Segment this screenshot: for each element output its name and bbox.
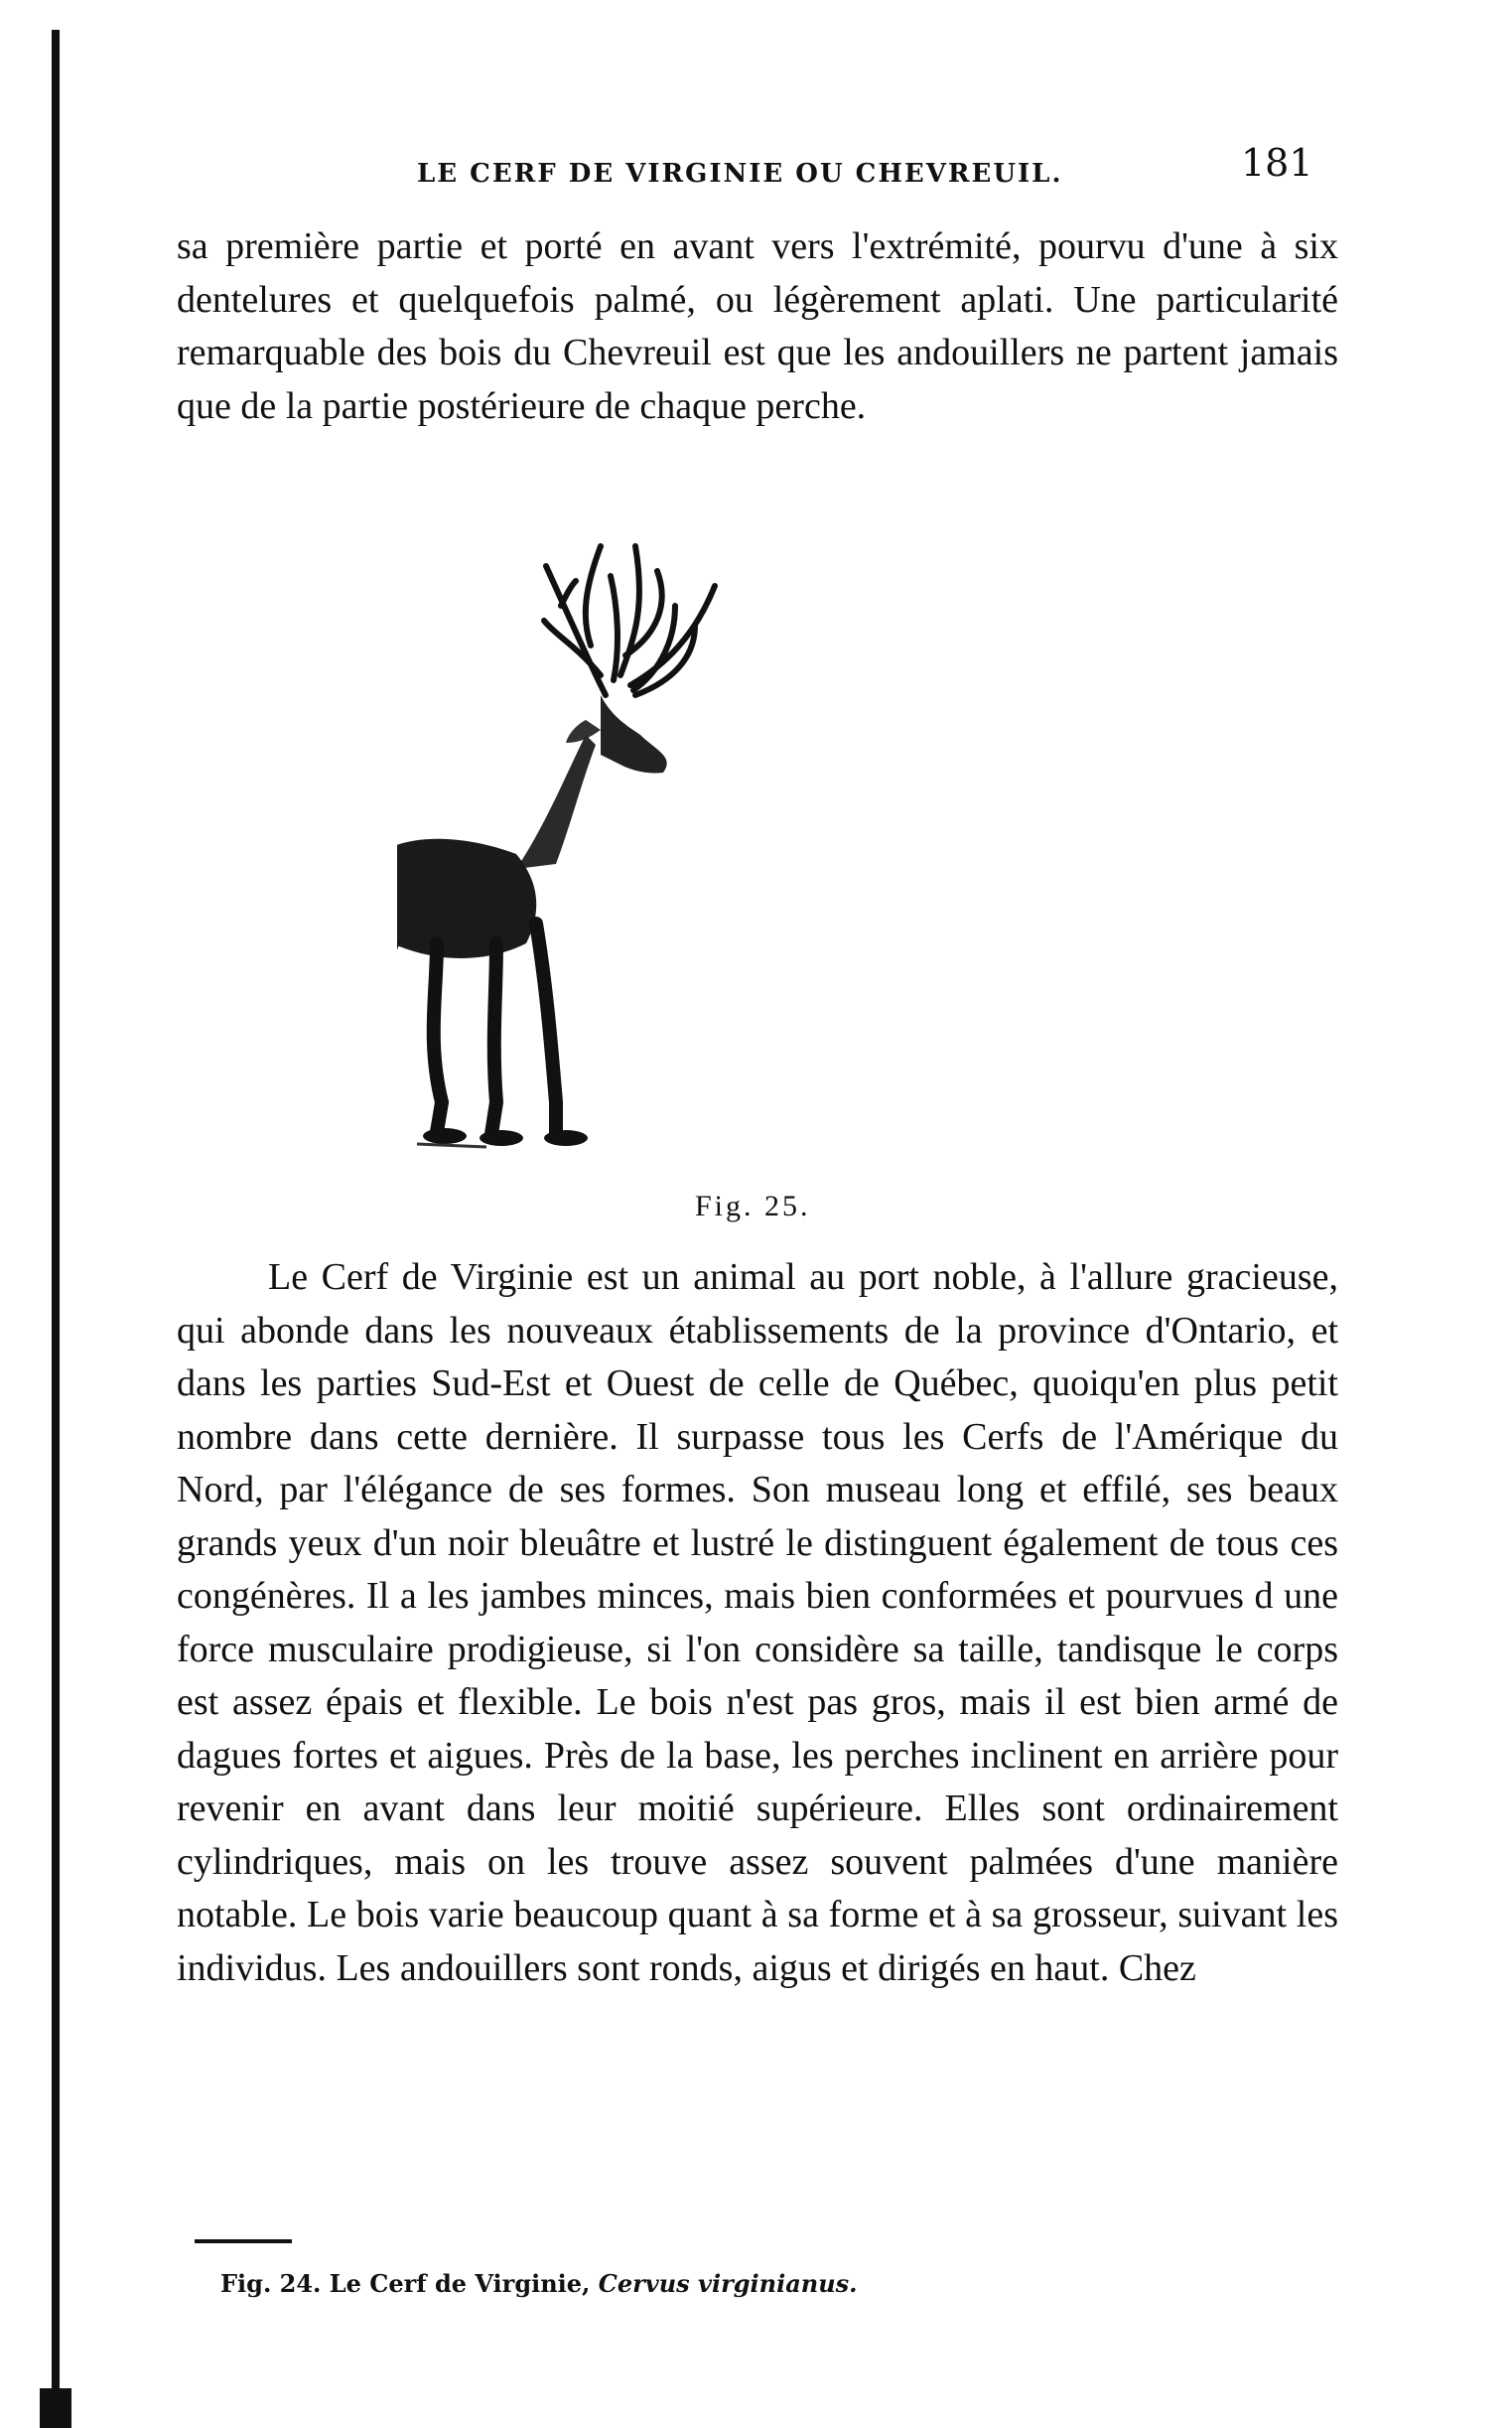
footnote-rule [195, 2239, 292, 2243]
footnote-prefix: Fig. 24. Le Cerf de Virginie, [220, 2269, 599, 2298]
page-number: 181 [1241, 141, 1313, 185]
margin-rule [52, 30, 60, 2428]
deer-illustration [397, 526, 1112, 1182]
footnote-species: Cervus virginianus. [598, 2269, 858, 2298]
figure-caption: Fig. 25. [695, 1190, 811, 1222]
running-head: LE CERF DE VIRGINIE OU CHEVREUIL. [417, 159, 1063, 189]
margin-rule-foot [40, 2388, 71, 2428]
paragraph-2: Le Cerf de Virginie est un animal au port noble, à l'allure gracieuse, qui abonde dans les nouveaux établissements de la province d'Ontario, et dans les parties Sud-Est et Ouest de celle de Québec, quoiqu'en plus petit nombre dans cette dernière. Il surpasse tous les Cerfs de l'Amérique du Nord, par l'élégance de ses formes. Son museau long et effilé, ses beaux grands yeux d'un noir bleuâtre et lustré le distinguent également de tous ces congénères. Il a les jambes minces, mais bien conformées et pourvues d une force musculaire prodigieuse, si l'on considère sa taille, tandisque le corps est assez épais et flexible. Le bois n'est pas gros, mais il est bien armé de dagues fortes et aigues. Près de la base, les perches inclinent en arrière pour revenir en avant dans leur moitié supérieure. Elles sont ordinairement cylindriques, mais on les trouve assez souvent palmées d'une manière notable. Le bois varie beaucoup quant à sa forme et à sa grosseur, suivant les individus. Les andouillers sont ronds, aigus et dirigés en haut. Chez [177, 1256, 1338, 1989]
footnote [220, 2269, 858, 2298]
paragraph-1: sa première partie et porté en avant vers l'extrémité, pourvu d'une à six dentelures et quelquefois palmé, ou légèrement aplati. Une particularité remarquable des bois du Chevreuil est que les andouillers ne partent jamais que de la partie postérieure de chaque perche. [177, 225, 1338, 427]
